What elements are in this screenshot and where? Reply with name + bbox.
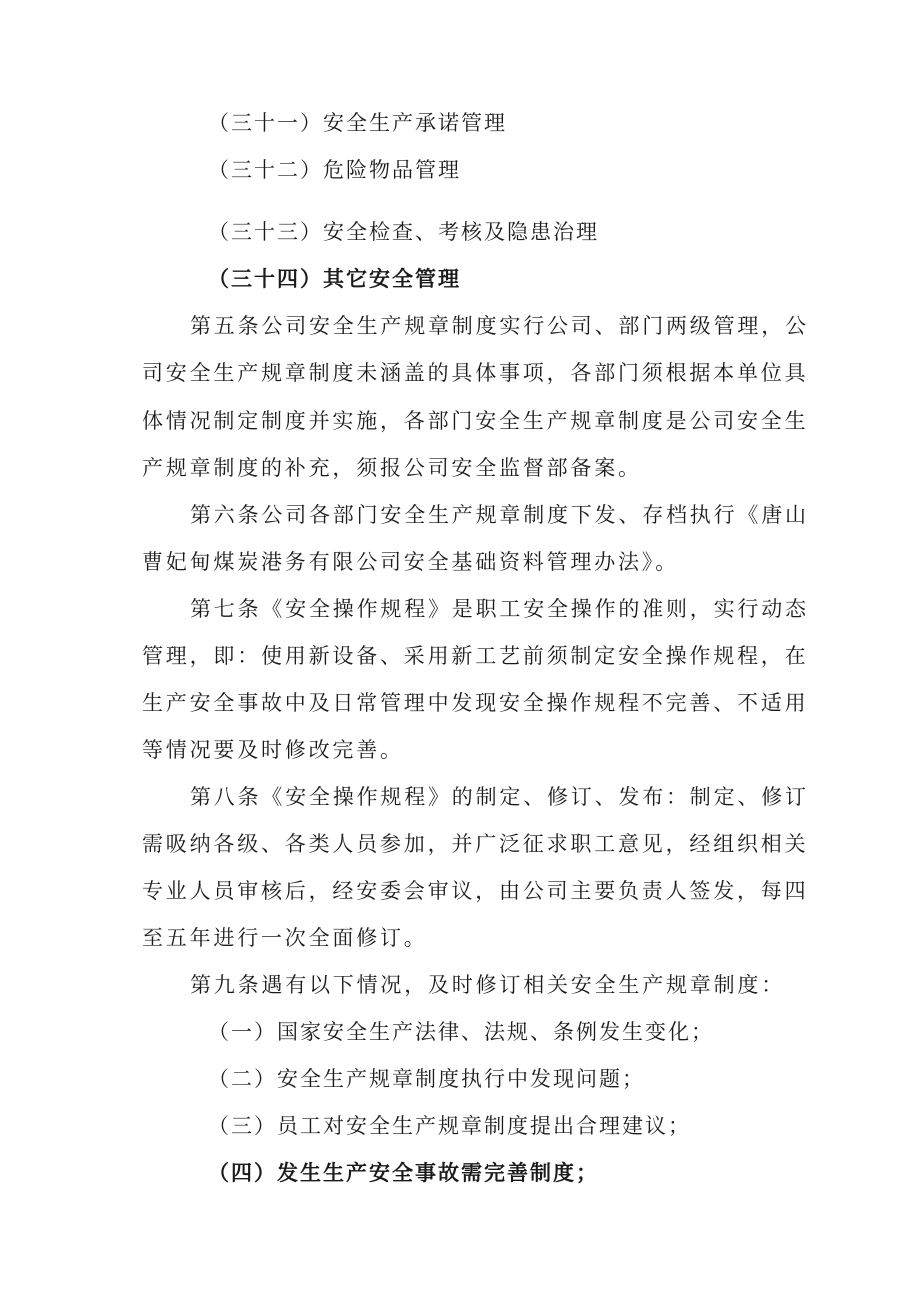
article-7-line-3: 生产安全事故中及日常管理中发现安全操作规程不完善、不适用 bbox=[142, 691, 809, 715]
article-9-line-1: 第九条遇有以下情况，及时修订相关安全生产规章制度： bbox=[190, 973, 785, 997]
article-5-line-1: 第五条公司安全生产规章制度实行公司、部门两级管理，公 bbox=[190, 314, 809, 338]
list-item-4: （四）发生生产安全事故需完善制度； bbox=[208, 1160, 599, 1185]
list-item-34: （三十四）其它安全管理 bbox=[208, 266, 461, 291]
list-item-1: （一）国家安全生产法律、法规、条例发生变化； bbox=[208, 1020, 714, 1044]
article-6-line-2: 曹妃甸煤炭港务有限公司安全基础资料管理办法》。 bbox=[142, 550, 679, 574]
article-5-line-4: 产规章制度的补充，须报公司安全监督部备案。 bbox=[142, 456, 642, 480]
article-7-line-4: 等情况要及时修改完善。 bbox=[142, 738, 404, 762]
article-7-line-1: 第七条《安全操作规程》是职工安全操作的准则，实行动态 bbox=[190, 597, 809, 621]
article-5-line-2: 司安全生产规章制度未涵盖的具体事项，各部门须根据本单位具 bbox=[142, 361, 809, 385]
article-8-line-3: 专业人员审核后，经安委会审议，由公司主要负责人签发，每四 bbox=[142, 879, 809, 903]
list-item-3: （三）员工对安全生产规章制度提出合理建议； bbox=[208, 1114, 691, 1138]
list-item-31: （三十一）安全生产承诺管理 bbox=[208, 111, 507, 135]
list-item-32: （三十二）危险物品管理 bbox=[208, 158, 461, 182]
list-item-33: （三十三）安全检查、考核及隐患治理 bbox=[208, 220, 599, 244]
article-8-line-1: 第八条《安全操作规程》的制定、修订、发布：制定、修订 bbox=[190, 785, 809, 809]
article-8-line-4: 至五年进行一次全面修订。 bbox=[142, 926, 428, 950]
article-5-line-3: 体情况制定制度并实施，各部门安全生产规章制度是公司安全生 bbox=[142, 409, 809, 433]
article-6-line-1: 第六条公司各部门安全生产规章制度下发、存档执行《唐山 bbox=[190, 503, 809, 527]
article-8-line-2: 需吸纳各级、各类人员参加，并广泛征求职工意见，经组织相关 bbox=[142, 832, 809, 856]
article-7-line-2: 管理，即：使用新设备、采用新工艺前须制定安全操作规程，在 bbox=[142, 644, 809, 668]
list-item-2: （二）安全生产规章制度执行中发现问题； bbox=[208, 1067, 645, 1091]
